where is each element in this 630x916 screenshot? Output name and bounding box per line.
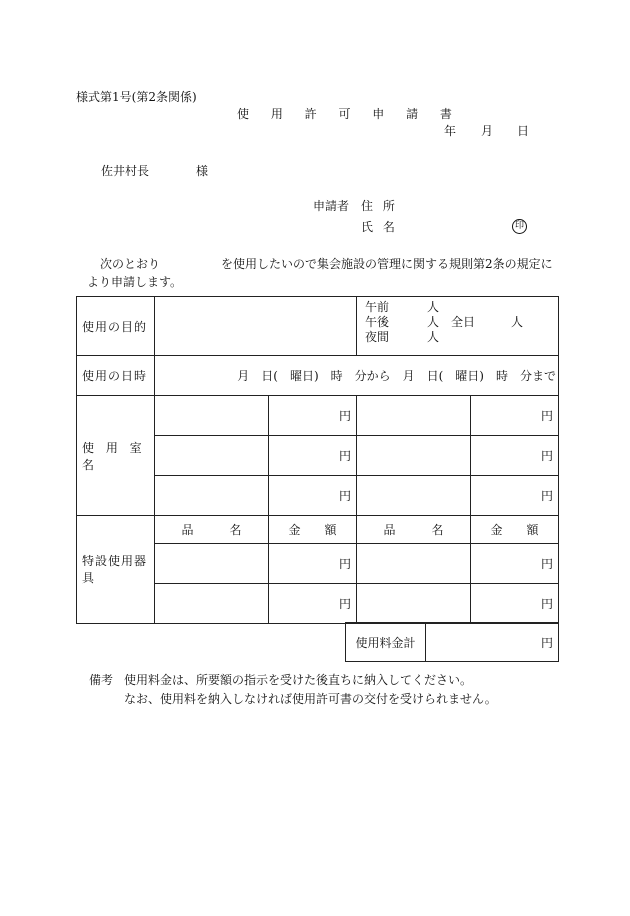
afternoon-label: 午後 (365, 315, 390, 329)
morning-person: 人 (427, 300, 440, 314)
item-amount[interactable]: 円 (269, 584, 357, 624)
datetime-label: 使用の日時 (77, 356, 155, 396)
equipment-label: 特設使用器具 (77, 516, 155, 624)
item-name-field[interactable] (357, 544, 471, 584)
body-text-line2: より申請します。 (87, 275, 183, 289)
allday-person: 人 (511, 315, 524, 329)
room-fee[interactable]: 円 (269, 436, 357, 476)
item-header: 品 名 (155, 516, 269, 544)
night-person: 人 (427, 330, 440, 344)
room-label: 使 用 室 名 (77, 396, 155, 516)
attendance-cell (357, 297, 559, 356)
room-fee[interactable]: 円 (269, 396, 357, 436)
room-fee[interactable]: 円 (269, 476, 357, 516)
fee-total-label: 使用料金計 (346, 623, 426, 662)
afternoon-person: 人 (427, 315, 440, 329)
document-title: 使 用 許 可 申 請 書 (237, 107, 461, 121)
item-name-field[interactable] (155, 544, 269, 584)
room-row (77, 396, 559, 436)
address-label: 住 所 (361, 199, 398, 213)
room-name-field[interactable] (155, 476, 269, 516)
morning-label: 午前 (365, 300, 390, 314)
purpose-field[interactable] (155, 297, 357, 356)
body-text-part1: 次のとおり (100, 257, 161, 271)
applicant-label: 申請者 (313, 199, 350, 213)
room-fee[interactable]: 円 (471, 476, 559, 516)
room-fee[interactable]: 円 (471, 396, 559, 436)
room-name-field[interactable] (357, 476, 471, 516)
item-name-field[interactable] (155, 584, 269, 624)
notes-line1: 使用料金は、所要額の指示を受けた後直ちに納入してください。 (124, 673, 473, 687)
amount-header: 金 額 (471, 516, 559, 544)
item-name-field[interactable] (357, 584, 471, 624)
item-amount[interactable]: 円 (471, 584, 559, 624)
date-year-label: 年 (444, 124, 457, 138)
seal-mark: 印 (512, 217, 527, 234)
name-label: 氏 名 (361, 220, 398, 234)
addressee-name: 佐井村長 (101, 164, 150, 178)
equipment-header-row (77, 516, 559, 544)
night-label: 夜間 (365, 330, 390, 344)
allday-label: 全日 (451, 315, 476, 329)
purpose-label: 使用の目的 (77, 297, 155, 356)
room-name-field[interactable] (357, 396, 471, 436)
date-month-label: 月 (481, 124, 494, 138)
datetime-field[interactable]: 月 日( 曜日) 時 分から 月 日( 曜日) 時 分まで (155, 356, 559, 396)
item-header: 品 名 (357, 516, 471, 544)
room-name-field[interactable] (155, 396, 269, 436)
item-amount[interactable]: 円 (471, 544, 559, 584)
notes-line2: なお、使用料を納入しなければ使用許可書の交付を受けられません。 (124, 692, 497, 706)
fee-total-amount[interactable]: 円 (426, 623, 559, 662)
notes-label: 備考 (89, 673, 114, 687)
item-amount[interactable]: 円 (269, 544, 357, 584)
application-table (76, 296, 559, 624)
datetime-row (77, 356, 559, 396)
purpose-row (77, 297, 559, 356)
fee-total-table (345, 622, 559, 662)
form-number: 様式第1号(第2条関係) (76, 90, 197, 104)
room-fee[interactable]: 円 (471, 436, 559, 476)
date-day-label: 日 (517, 124, 530, 138)
amount-header: 金 額 (269, 516, 357, 544)
addressee-honorific: 様 (196, 164, 209, 178)
room-name-field[interactable] (155, 436, 269, 476)
body-text-part2: を使用したいので集会施設の管理に関する規則第2条の規定に (221, 257, 553, 271)
room-name-field[interactable] (357, 436, 471, 476)
